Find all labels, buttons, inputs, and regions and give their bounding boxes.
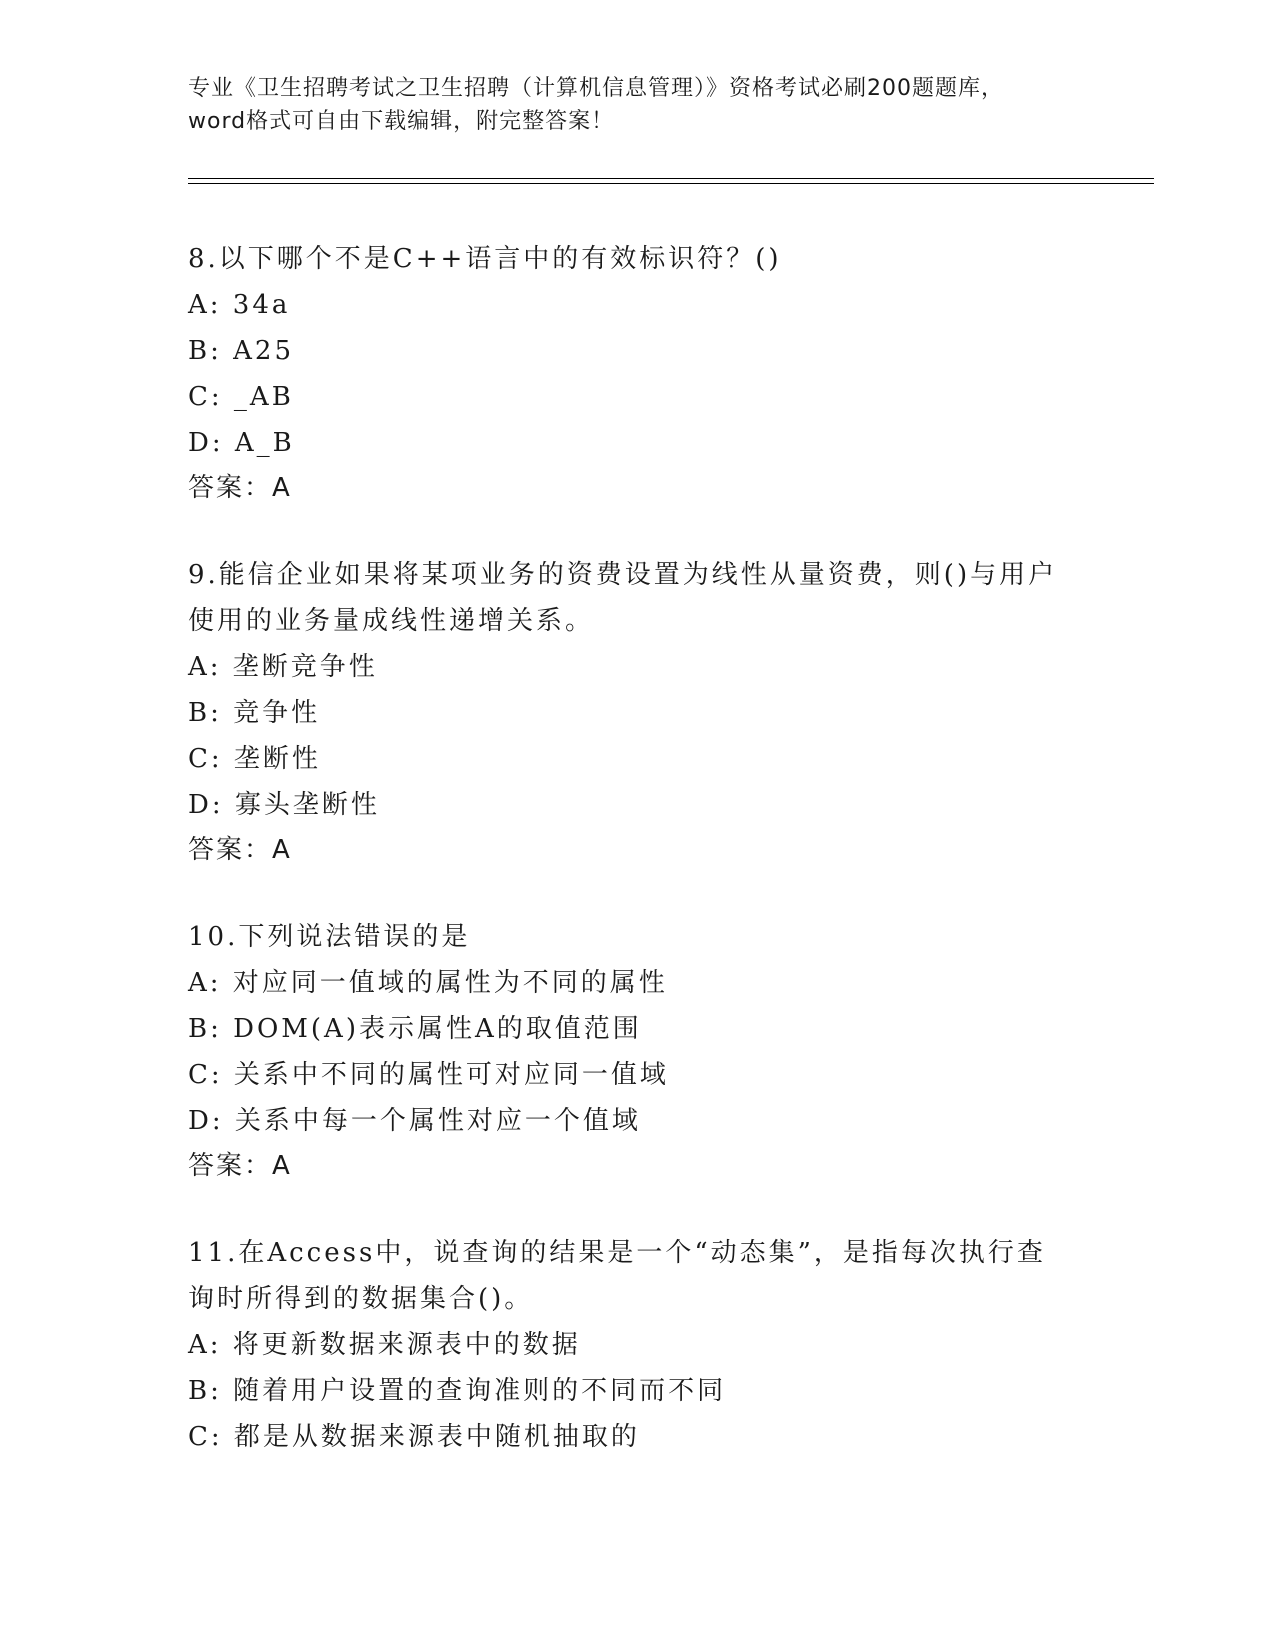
answer-label: 答案：A (188, 1151, 292, 1181)
question-8 (188, 236, 1088, 510)
question-list (188, 236, 1088, 1460)
header-line-2: word格式可自由下载编辑，附完整答案！ (188, 109, 615, 134)
option-a: A: 34a (188, 290, 291, 320)
option-d: D: 关系中每一个属性对应一个值域 (188, 1106, 641, 1136)
option-b: B: 竞争性 (188, 698, 321, 728)
option-c: C: _AB (188, 382, 294, 412)
option-d: D: A_B (188, 428, 295, 458)
option-b: B: A25 (188, 336, 294, 366)
option-a: A: 对应同一值域的属性为不同的属性 (188, 968, 668, 998)
question-11 (188, 1230, 1088, 1460)
option-b: B: DOM(A)表示属性A的取值范围 (188, 1014, 642, 1044)
question-9 (188, 552, 1088, 872)
option-a: A: 将更新数据来源表中的数据 (188, 1330, 581, 1360)
header-line-1: 专业《卫生招聘考试之卫生招聘（计算机信息管理）》资格考试必刷200题题库， (188, 76, 1004, 101)
option-c: C: 关系中不同的属性可对应同一值域 (188, 1060, 669, 1090)
option-b: B: 随着用户设置的查询准则的不同而不同 (188, 1376, 727, 1406)
header-divider-bottom (188, 183, 1154, 184)
option-d: D: 寡头垄断性 (188, 790, 380, 820)
answer-label: 答案：A (188, 835, 292, 865)
header-divider-top (188, 178, 1154, 179)
question-text: 9.能信企业如果将某项业务的资费设置为线性从量资费，则()与用户使用的业务量成线性递增关系。 (188, 560, 1058, 636)
answer-label: 答案：A (188, 473, 292, 503)
document-header (188, 72, 1088, 138)
question-10 (188, 914, 1088, 1188)
option-c: C: 都是从数据来源表中随机抽取的 (188, 1422, 640, 1452)
question-text: 10.下列说法错误的是 (188, 922, 471, 952)
option-a: A: 垄断竞争性 (188, 652, 378, 682)
question-text: 8.以下哪个不是C++语言中的有效标识符？() (188, 244, 782, 274)
question-text: 11.在Access中，说查询的结果是一个“动态集”，是指每次执行查询时所得到的数据集合()。 (188, 1238, 1046, 1314)
option-c: C: 垄断性 (188, 744, 321, 774)
